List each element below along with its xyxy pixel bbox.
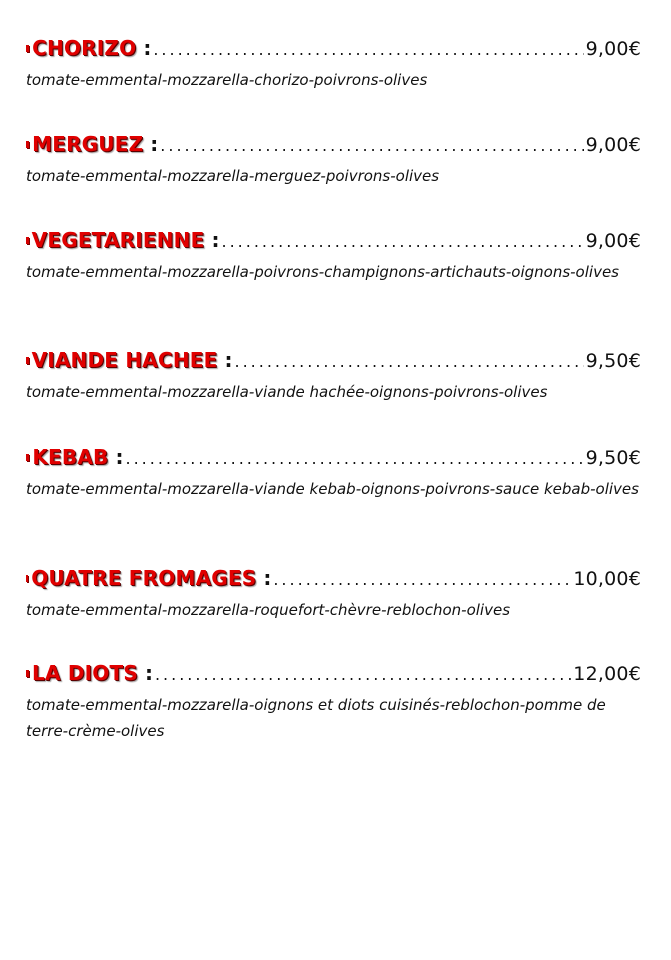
menu-item-header [26, 225, 641, 255]
menu-item-header [26, 129, 641, 159]
bullet-icon [26, 454, 29, 461]
item-price: 9,00€ [585, 230, 641, 252]
item-name: CHORIZO [32, 36, 137, 60]
colon: : [115, 445, 124, 469]
bullet-icon [26, 575, 28, 582]
item-description: tomate-emmental-mozzarella-viande kebab-oignons-poivrons-sauce kebab-olives [26, 480, 639, 498]
item-price: 9,50€ [585, 447, 641, 469]
dot-leader [222, 227, 584, 257]
menu-item-quatre-fromages [26, 563, 641, 623]
dot-leader [234, 347, 583, 377]
bullet-icon [26, 357, 29, 364]
menu-item-header [26, 345, 641, 375]
dot-leader [126, 444, 584, 474]
colon: : [144, 661, 153, 685]
item-description: tomate-emmental-mozzarella-chorizo-poivrons-olives [26, 71, 428, 89]
colon: : [150, 132, 159, 156]
menu-item-header [26, 33, 641, 63]
item-price: 12,00€ [573, 663, 641, 685]
menu-item-kebab [26, 442, 641, 502]
colon: : [143, 36, 152, 60]
dot-leader [273, 565, 571, 595]
dot-leader [155, 660, 571, 690]
item-name: MERGUEZ [32, 132, 144, 156]
item-price: 9,00€ [585, 38, 641, 60]
item-description: tomate-emmental-mozzarella-merguez-poivrons-olives [26, 167, 440, 185]
item-price: 9,50€ [585, 350, 641, 372]
item-description: tomate-emmental-mozzarella-viande hachée-oignons-poivrons-olives [26, 383, 548, 401]
item-name: QUATRE FROMAGES [31, 566, 257, 590]
menu-item-header [26, 442, 641, 472]
menu-item-la-diots [26, 658, 641, 744]
item-name: LA DIOTS [32, 661, 138, 685]
item-name: VEGETARIENNE [31, 228, 205, 252]
menu-item-chorizo [26, 33, 641, 93]
bullet-icon [26, 670, 29, 677]
colon: : [263, 566, 272, 590]
item-description: tomate-emmental-mozzarella-poivrons-champignons-artichauts-oignons-olives [26, 263, 619, 281]
bullet-icon [26, 45, 29, 52]
menu-item-header [26, 658, 641, 688]
item-name: VIANDE HACHEE [31, 348, 218, 372]
dot-leader [153, 35, 583, 65]
menu-item-merguez [26, 129, 641, 189]
item-description: tomate-emmental-mozzarella-oignons et diots cuisinés-reblochon-pomme de terre-crème-olives [26, 696, 606, 740]
bullet-icon [26, 141, 29, 148]
colon: : [224, 348, 233, 372]
item-price: 10,00€ [573, 568, 641, 590]
bullet-icon [26, 237, 29, 244]
menu-item-header [26, 563, 641, 593]
menu-item-viande-hachee [26, 345, 641, 405]
item-description: tomate-emmental-mozzarella-roquefort-chèvre-reblochon-olives [26, 601, 511, 619]
item-price: 9,00€ [585, 134, 641, 156]
colon: : [211, 228, 220, 252]
item-name: KEBAB [32, 445, 109, 469]
dot-leader [160, 131, 583, 161]
menu-item-vegetarienne [26, 225, 641, 285]
